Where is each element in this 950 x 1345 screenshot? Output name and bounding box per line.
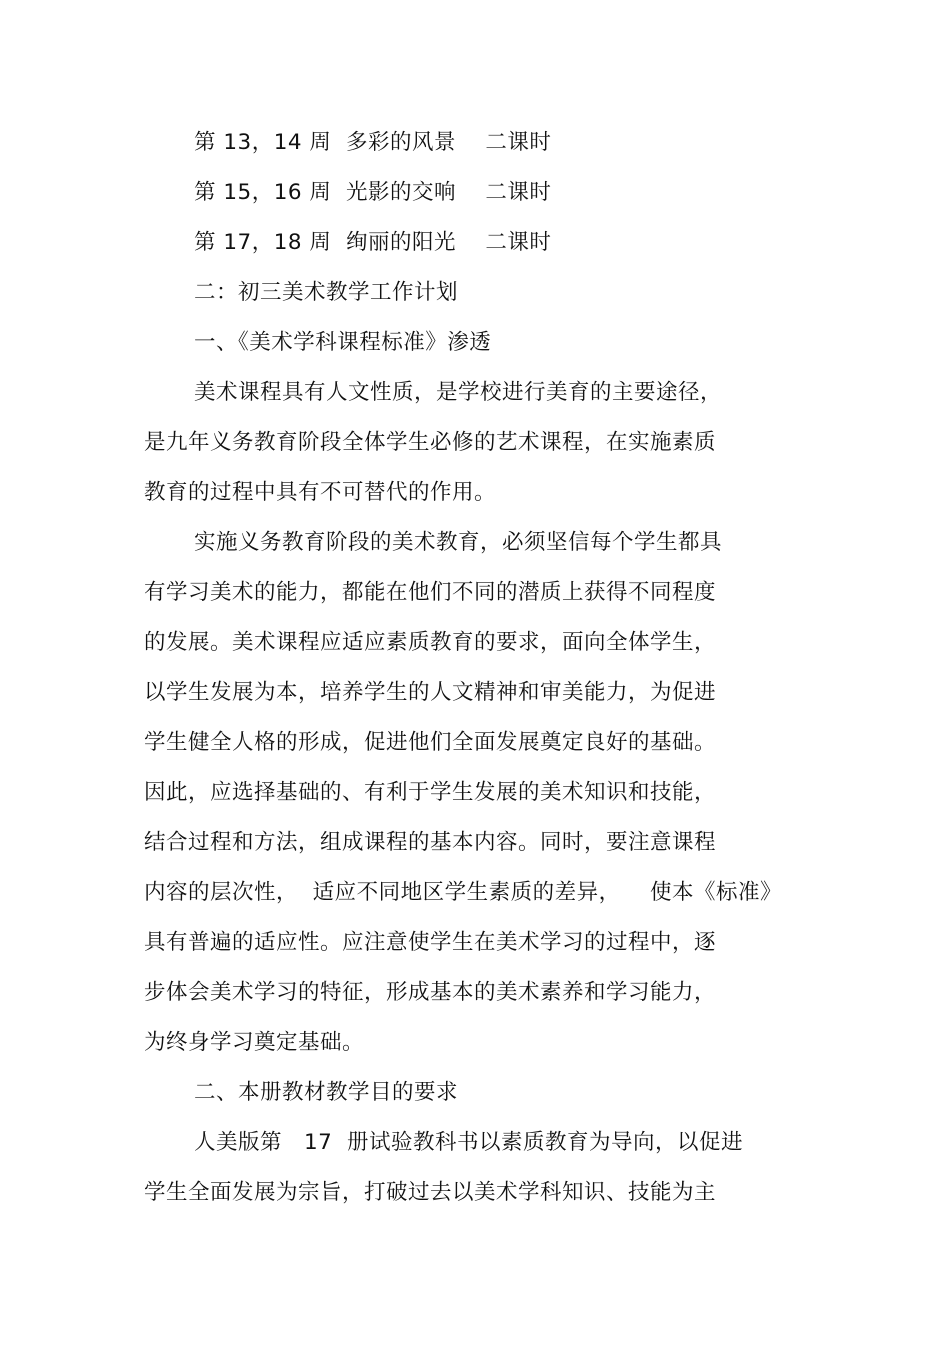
paragraph-2-line: 步体会美术学习的特征，形成基本的美术素养和学习能力， (144, 980, 717, 1005)
heading-textbook-goals: 二、本册教材教学目的要求 (194, 1080, 459, 1105)
paragraph-2-line: 以学生发展为本，培养学生的人文精神和审美能力，为促进 (144, 680, 717, 705)
paragraph-2-line: 内容的层次性， 适应不同地区学生素质的差异， 使本《标准》 (144, 880, 783, 905)
paragraph-3-line: 学生全面发展为宗旨，打破过去以美术学科知识、技能为主 (144, 1180, 717, 1205)
paragraph-2-line: 为终身学习奠定基础。 (144, 1030, 365, 1055)
paragraph-2-line: 实施义务教育阶段的美术教育，必须坚信每个学生都具 (194, 530, 723, 555)
paragraph-3-line: 人美版第 17 册试验教科书以素质教育为导向，以促进 (194, 1130, 744, 1155)
section-title: 二：初三美术教学工作计划 (194, 280, 459, 305)
paragraph-2-line: 因此，应选择基础的、有利于学生发展的美术知识和技能， (144, 780, 717, 805)
schedule-line-weeks-15-16: 第 15，16 周 光影的交响 二课时 (194, 180, 552, 205)
paragraph-2-line: 有学习美术的能力，都能在他们不同的潜质上获得不同程度 (144, 580, 717, 605)
heading-curriculum-standard: 一、《美术学科课程标准》渗透 (194, 330, 492, 355)
paragraph-2-line: 的发展。美术课程应适应素质教育的要求，面向全体学生， (144, 630, 717, 655)
paragraph-2-line: 结合过程和方法，组成课程的基本内容。同时，要注意课程 (144, 830, 717, 855)
paragraph-1-line: 美术课程具有人文性质，是学校进行美育的主要途径， (194, 380, 723, 405)
paragraph-1-line: 教育的过程中具有不可替代的作用。 (144, 480, 497, 505)
schedule-line-weeks-17-18: 第 17，18 周 绚丽的阳光 二课时 (194, 230, 552, 255)
paragraph-2-line: 学生健全人格的形成，促进他们全面发展奠定良好的基础。 (144, 730, 717, 755)
schedule-line-weeks-13-14: 第 13，14 周 多彩的风景 二课时 (194, 130, 552, 155)
paragraph-1-line: 是九年义务教育阶段全体学生必修的艺术课程，在实施素质 (144, 430, 717, 455)
paragraph-2-line: 具有普遍的适应性。应注意使学生在美术学习的过程中，逐 (144, 930, 717, 955)
